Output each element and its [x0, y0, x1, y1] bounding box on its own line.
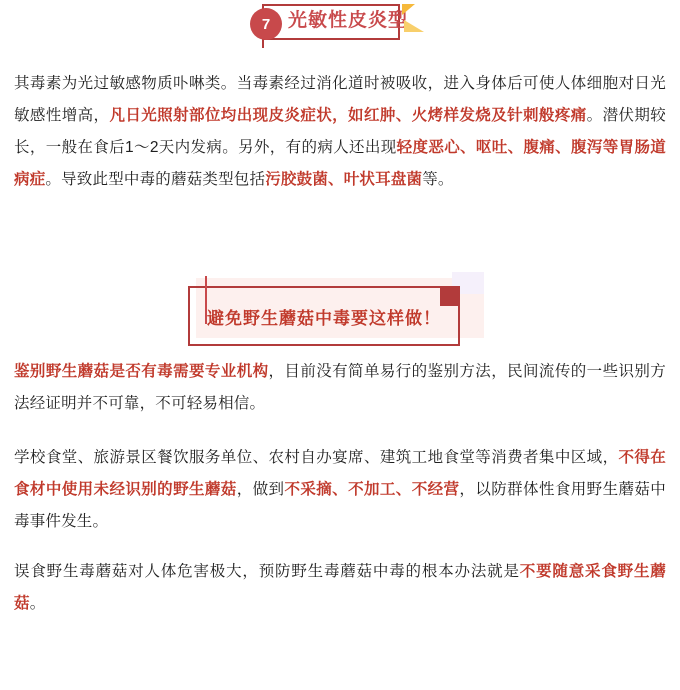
section-header — [0, 0, 680, 52]
header-badge-number: 7 — [250, 8, 282, 40]
body-text: 。潜伏期较长，一般在食后1～2天内发病。另外，有的病人还出现 — [14, 107, 666, 156]
paragraph-prevention — [14, 556, 666, 620]
body-text: 学校食堂、旅游景区餐饮服务单位、农村自办宴席、建筑工地食堂等消费者集中区域， — [14, 449, 619, 466]
body-text: ，目前没有简单易行的鉴别方法，民间流传的一些识别方法经证明并不可靠，不可轻易相信。 — [14, 363, 666, 412]
body-text: 等。 — [422, 171, 454, 188]
spacer — [0, 420, 680, 442]
emphasis-text: 鉴别野生蘑菇是否有毒需要专业机构 — [14, 363, 269, 380]
page-title: 光敏性皮炎型 — [288, 10, 409, 31]
emphasis-text: 不要随意采食野生蘑菇 — [14, 563, 667, 612]
paragraph-canteens — [14, 442, 666, 538]
body-text: 其毒素为光过敏感物质卟啉类。当毒素经过消化道时被吸收，进入身体后可使人体细胞对日光敏感性增高， — [14, 75, 666, 124]
banner-title: 避免野生蘑菇中毒要这样做！ — [207, 308, 441, 328]
triangle-decoration-lower-icon — [404, 20, 424, 32]
emphasis-text: 轻度恶心、呕吐、腹痛、腹泻等胃肠道病症 — [14, 139, 667, 188]
body-text: ，做到 — [236, 481, 285, 498]
emphasis-text: 不采摘、不加工、不经营 — [284, 481, 460, 498]
paragraph-symptoms — [14, 68, 666, 196]
body-text: 。导致此型中毒的蘑菇类型包括 — [45, 171, 266, 188]
body-text: ，以防群体性食用野生蘑菇中毒事件发生。 — [14, 481, 667, 530]
section-banner — [0, 272, 680, 356]
paragraph-identification — [14, 356, 666, 420]
emphasis-text: 不得在食材中使用未经识别的野生蘑菇 — [14, 449, 666, 498]
spacer — [0, 538, 680, 556]
triangle-decoration-upper-icon — [402, 4, 415, 15]
spacer — [0, 196, 680, 272]
body-text: 误食野生毒蘑菇对人体危害极大，预防野生毒蘑菇中毒的根本办法就是 — [14, 563, 520, 580]
body-text: 。 — [29, 595, 46, 612]
emphasis-text: 凡日光照射部位均出现皮炎症状，如红肿、火烤样发烧及针刺般疼痛 — [109, 107, 587, 124]
emphasis-text: 污胶鼓菌、叶状耳盘菌 — [265, 171, 423, 188]
